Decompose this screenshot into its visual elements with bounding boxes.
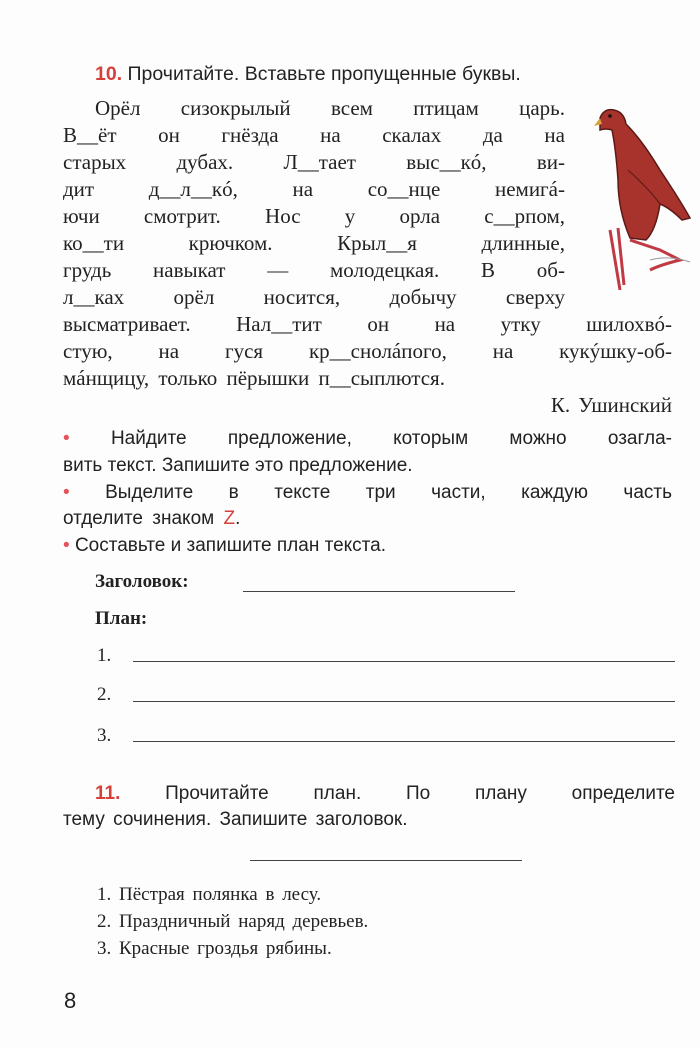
text-line: старых дубах. Л__тает выс__кó, ви- [63, 150, 565, 174]
bullet-text: . [235, 508, 241, 529]
plan-number: 1. [97, 645, 112, 666]
bullet-icon: • [63, 428, 70, 449]
heading-label: Заголовок: [95, 571, 189, 592]
text-line: дит д__л__кó, на со__нце немигá- [63, 177, 565, 201]
bullet-text: Составьте и запишите план текста. [74, 535, 387, 556]
task-title: тему сочинения. Запишите заголовок. [63, 809, 408, 830]
plan-item: 2. Праздничный наряд деревьев. [97, 911, 369, 932]
title-answer-line[interactable] [250, 860, 522, 861]
text-line: грудь навыкат — молодецкая. В об- [63, 258, 565, 282]
bullet-item [63, 482, 672, 504]
text-line: мáнщицу, только пёрышки п__сыплются. [63, 366, 445, 390]
bullet-text: Найдите предложение, которым можно озагла- [110, 428, 672, 449]
task-number: 11. [95, 783, 121, 804]
bullet-text: Выделите в тексте три части, каждую часть [105, 482, 672, 503]
task-title: Прочитайте план. По плану определите [165, 783, 675, 804]
text-line: ко__ти крючком. Крыл__я длинные, [63, 231, 565, 255]
text-line: В__ёт он гнёзда на скалах да на [63, 123, 565, 147]
task10-header [95, 63, 521, 86]
heading-answer-line[interactable] [243, 591, 515, 592]
text-line: высматривает. Нал__тит он на утку шилохвó- [63, 312, 672, 336]
plan-answer-line[interactable] [133, 741, 675, 742]
plan-answer-line[interactable] [133, 701, 675, 702]
bullet-text: вить текст. Запишите это предложение. [63, 455, 413, 476]
text-line: л__ках орёл носится, добычу сверху [63, 285, 565, 309]
eagle-illustration [590, 100, 695, 290]
plan-number: 2. [97, 684, 112, 705]
bullet-icon: • [63, 482, 70, 503]
plan-answer-line[interactable] [133, 661, 675, 662]
text-line: Орёл сизокрылый всем птицам царь. [95, 96, 565, 120]
bullet-icon: • [63, 535, 70, 556]
plan-label: План: [95, 608, 148, 629]
task-number: 10. [95, 63, 123, 85]
bullet-text [63, 508, 240, 530]
part-sign: Z [223, 508, 236, 529]
plan-item: 1. Пёстрая полянка в лесу. [97, 884, 322, 905]
plan-number: 3. [97, 725, 112, 746]
bullet-item [63, 535, 386, 557]
page-number: 8 [64, 988, 77, 1013]
task-title: Прочитайте. Вставьте пропущенные буквы. [127, 63, 521, 85]
author: К. Ушинский [550, 393, 672, 417]
text-line: ючи смотрит. Нос у орла с__рпом, [63, 204, 565, 228]
text-line: стую, на гуся кр__снолáпого, на кукýшку-об- [63, 339, 672, 363]
task11-header [95, 783, 675, 805]
plan-item: 3. Красные гроздья рябины. [97, 938, 332, 959]
bullet-text: отделите знаком [63, 508, 224, 529]
bullet-item [63, 428, 672, 450]
